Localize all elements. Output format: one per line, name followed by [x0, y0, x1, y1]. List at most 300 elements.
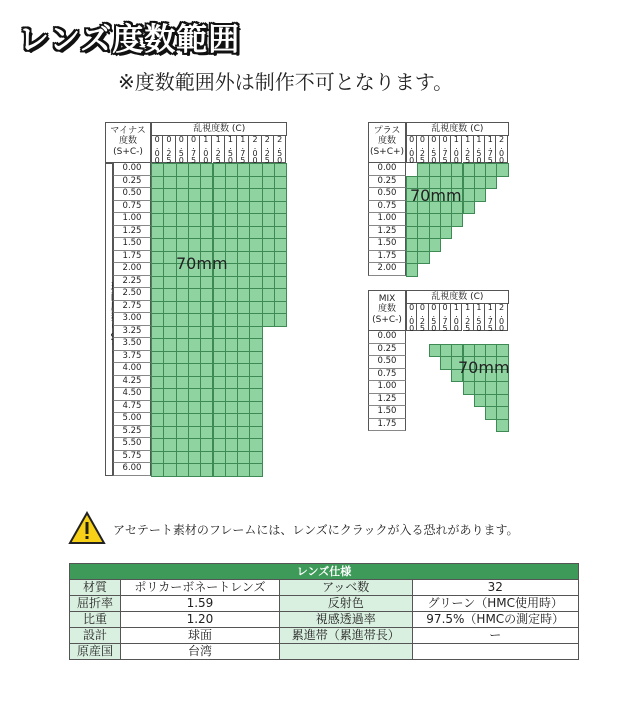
available-cell	[213, 363, 226, 377]
available-cell	[496, 406, 508, 420]
available-cell	[237, 263, 250, 277]
available-cell	[176, 326, 189, 340]
available-cell	[200, 376, 213, 390]
row-header: 1.00	[368, 213, 406, 226]
available-cell	[249, 313, 262, 327]
available-cell	[176, 388, 189, 402]
available-cell	[213, 288, 226, 302]
spec-heading: レンズ仕様	[70, 564, 579, 580]
available-cell	[249, 426, 262, 440]
row-header: 5.00	[113, 413, 151, 426]
available-cell	[151, 438, 164, 452]
spec-label: 設計	[70, 628, 121, 644]
available-cell	[188, 238, 201, 252]
available-cell	[188, 301, 201, 315]
column-header: 0.25	[417, 302, 427, 331]
column-header: 0.75	[440, 134, 450, 163]
row-header: 5.25	[113, 426, 151, 439]
available-cell	[213, 276, 226, 290]
spec-label: 材質	[70, 580, 121, 596]
available-cell	[225, 238, 238, 252]
available-cell	[274, 201, 287, 215]
available-cell	[163, 326, 176, 340]
available-cell	[200, 226, 213, 240]
available-cell	[151, 413, 164, 427]
available-cell	[200, 451, 213, 465]
available-cell	[237, 438, 250, 452]
available-cell	[249, 251, 262, 265]
available-cell	[274, 226, 287, 240]
available-cell	[163, 376, 176, 390]
astig-header: 乱視度数 (C)	[406, 290, 509, 304]
available-cell	[151, 463, 164, 477]
available-cell	[163, 188, 176, 202]
available-cell	[213, 451, 226, 465]
available-cell	[188, 376, 201, 390]
available-cell	[188, 388, 201, 402]
available-cell	[249, 226, 262, 240]
available-cell	[249, 301, 262, 315]
available-cell	[176, 351, 189, 365]
available-cell	[188, 176, 201, 190]
available-cell	[200, 276, 213, 290]
table-row	[70, 596, 579, 612]
available-cell	[274, 301, 287, 315]
row-header: 0.75	[368, 369, 406, 382]
available-cell	[237, 351, 250, 365]
row-header: 3.00	[113, 313, 151, 326]
available-cell	[200, 401, 213, 415]
column-header: 1.50	[474, 134, 484, 163]
available-cell	[262, 288, 275, 302]
available-cell	[225, 401, 238, 415]
row-header: 0.25	[368, 344, 406, 357]
available-cell	[237, 238, 250, 252]
available-cell	[151, 351, 164, 365]
available-cell	[213, 413, 226, 427]
available-cell	[151, 426, 164, 440]
available-cell	[225, 301, 238, 315]
available-cell	[151, 238, 164, 252]
available-cell	[163, 213, 176, 227]
column-header: 1.75	[485, 134, 495, 163]
spec-value: 台湾	[121, 644, 280, 660]
available-cell	[225, 426, 238, 440]
available-cell	[188, 338, 201, 352]
available-cell	[163, 401, 176, 415]
available-cell	[262, 176, 275, 190]
available-cell	[496, 163, 508, 177]
column-header: 0.00	[407, 302, 417, 331]
available-cell	[237, 413, 250, 427]
available-cell	[225, 226, 238, 240]
row-header: 1.75	[368, 419, 406, 432]
available-cell	[163, 313, 176, 327]
available-cell	[176, 276, 189, 290]
row-header: 4.25	[113, 376, 151, 389]
corner-line: (S+C-)	[113, 146, 143, 157]
corner-line: MIX	[378, 294, 396, 304]
spec-value: ー	[412, 628, 579, 644]
column-header: 2.25	[262, 135, 274, 163]
available-cell	[176, 188, 189, 202]
available-cell	[262, 263, 275, 277]
available-cell	[200, 176, 213, 190]
available-cell	[200, 426, 213, 440]
available-cell	[151, 288, 164, 302]
available-cell	[274, 188, 287, 202]
available-cell	[225, 326, 238, 340]
available-cell	[188, 276, 201, 290]
available-cell	[237, 176, 250, 190]
available-cell	[225, 451, 238, 465]
available-cell	[151, 326, 164, 340]
available-cell	[249, 351, 262, 365]
corner-line: (S+C-)	[372, 314, 402, 325]
available-cell	[151, 213, 164, 227]
row-header: 1.25	[113, 226, 151, 239]
spec-value: 1.20	[121, 612, 280, 628]
row-header: 5.50	[113, 438, 151, 451]
available-cell	[176, 176, 189, 190]
available-cell	[249, 176, 262, 190]
available-cell	[151, 201, 164, 215]
available-cell	[151, 301, 164, 315]
available-cell	[151, 188, 164, 202]
corner-line: マイナス	[110, 126, 146, 136]
available-cell	[213, 463, 226, 477]
available-cell	[249, 463, 262, 477]
available-cell	[262, 313, 275, 327]
available-cell	[262, 213, 275, 227]
available-cell	[200, 463, 213, 477]
row-header: 1.25	[368, 226, 406, 239]
available-cell	[151, 376, 164, 390]
available-cell	[237, 388, 250, 402]
available-cell	[176, 201, 189, 215]
available-cell	[151, 338, 164, 352]
available-cell	[163, 463, 176, 477]
row-header: 2.25	[113, 276, 151, 289]
available-cell	[451, 213, 463, 227]
available-cell	[213, 388, 226, 402]
available-cell	[176, 313, 189, 327]
corner-line: 度数	[377, 136, 396, 147]
available-cell	[274, 276, 287, 290]
available-cell	[225, 338, 238, 352]
column-header: 0.25	[417, 134, 427, 163]
column-header: 0.75	[440, 302, 450, 331]
available-cell	[151, 163, 164, 177]
available-cell	[237, 276, 250, 290]
row-header: 0.25	[368, 176, 406, 189]
available-cell	[237, 288, 250, 302]
available-cell	[249, 451, 262, 465]
range-label: 70mm	[410, 186, 462, 205]
spec-value	[412, 644, 579, 660]
available-cell	[237, 376, 250, 390]
available-cell	[249, 401, 262, 415]
available-cell	[213, 351, 226, 365]
available-cell	[176, 238, 189, 252]
range-label: 70mm	[176, 254, 228, 273]
available-cell	[225, 288, 238, 302]
available-cell	[249, 363, 262, 377]
available-cell	[151, 226, 164, 240]
available-cell	[188, 351, 201, 365]
available-cell	[188, 213, 201, 227]
corner-line: 度数	[118, 136, 137, 147]
available-cell	[163, 363, 176, 377]
available-cell	[213, 176, 226, 190]
available-cell	[200, 413, 213, 427]
available-cell	[262, 226, 275, 240]
available-cell	[188, 226, 201, 240]
column-header: 1.25	[463, 134, 473, 163]
available-cell	[188, 413, 201, 427]
available-cell	[163, 176, 176, 190]
crack-warning: アセテート素材のフレームには、レンズにクラックが入る恐れがあります。	[113, 523, 519, 537]
available-cell	[200, 238, 213, 252]
spec-label: 比重	[70, 612, 121, 628]
spec-value: 97.5%（HMCの測定時）	[412, 612, 579, 628]
available-cell	[200, 188, 213, 202]
table-row	[70, 612, 579, 628]
available-cell	[274, 163, 287, 177]
available-cell	[200, 363, 213, 377]
available-cell	[188, 438, 201, 452]
available-cell	[213, 301, 226, 315]
row-header: 6.00	[113, 463, 151, 476]
available-cell	[213, 338, 226, 352]
available-cell	[213, 426, 226, 440]
available-cell	[406, 263, 418, 277]
available-cell	[237, 201, 250, 215]
available-cell	[176, 338, 189, 352]
available-cell	[176, 363, 189, 377]
available-cell	[163, 338, 176, 352]
available-cell	[237, 313, 250, 327]
column-header: 1.50	[474, 302, 484, 331]
grid-corner-label	[368, 290, 406, 331]
available-cell	[188, 451, 201, 465]
corner-line: (S+C+)	[369, 146, 405, 157]
astig-header: 乱視度数 (C)	[406, 122, 509, 136]
available-cell	[496, 419, 508, 433]
available-cell	[163, 251, 176, 265]
row-header: 0.25	[113, 176, 151, 189]
corner-line: 度数	[377, 304, 396, 315]
available-cell	[249, 413, 262, 427]
available-cell	[249, 238, 262, 252]
available-cell	[200, 326, 213, 340]
column-header: 1.25	[213, 135, 225, 163]
spec-value: ポリカーボネートレンズ	[121, 580, 280, 596]
available-cell	[188, 188, 201, 202]
available-cell	[262, 276, 275, 290]
available-cell	[262, 201, 275, 215]
available-cell	[225, 201, 238, 215]
available-cell	[176, 438, 189, 452]
row-header: 5.75	[113, 451, 151, 464]
available-cell	[176, 463, 189, 477]
available-cell	[274, 238, 287, 252]
row-header: 1.75	[113, 251, 151, 264]
available-cell	[200, 313, 213, 327]
available-cell	[225, 176, 238, 190]
available-cell	[249, 388, 262, 402]
available-cell	[188, 426, 201, 440]
available-cell	[163, 351, 176, 365]
available-cell	[176, 163, 189, 177]
available-cell	[213, 376, 226, 390]
table-row	[70, 644, 579, 660]
available-cell	[176, 301, 189, 315]
column-header: 1.25	[463, 302, 473, 331]
available-cell	[237, 363, 250, 377]
row-header: 4.75	[113, 401, 151, 414]
row-header: 0.50	[368, 356, 406, 369]
available-cell	[225, 213, 238, 227]
spec-label: 屈折率	[70, 596, 121, 612]
column-header: 1.50	[225, 135, 237, 163]
available-cell	[176, 401, 189, 415]
available-cell	[163, 163, 176, 177]
available-cell	[496, 344, 508, 358]
range-notice: ※度数範囲外は制作不可となります。	[118, 70, 454, 94]
row-header: 0.50	[113, 188, 151, 201]
row-header: 1.50	[113, 238, 151, 251]
available-cell	[176, 213, 189, 227]
warning-icon	[68, 511, 106, 545]
available-cell	[151, 263, 164, 277]
available-cell	[163, 451, 176, 465]
available-cell	[237, 213, 250, 227]
column-header: 1.75	[485, 302, 495, 331]
available-cell	[496, 381, 508, 395]
available-cell	[200, 213, 213, 227]
column-header: 0.50	[429, 134, 439, 163]
range-label: 70mm	[458, 358, 510, 377]
row-header: 2.50	[113, 288, 151, 301]
available-cell	[176, 451, 189, 465]
available-cell	[274, 213, 287, 227]
row-header: 1.00	[113, 213, 151, 226]
column-header: 1.00	[200, 135, 212, 163]
available-cell	[274, 251, 287, 265]
available-cell	[213, 226, 226, 240]
available-cell	[188, 201, 201, 215]
available-cell	[440, 226, 452, 240]
column-header: 0.00	[407, 134, 417, 163]
spec-label: アッベ数	[279, 580, 412, 596]
available-cell	[213, 163, 226, 177]
row-header: 3.50	[113, 338, 151, 351]
spec-value: 球面	[121, 628, 280, 644]
row-header: 3.25	[113, 326, 151, 339]
available-cell	[163, 238, 176, 252]
available-cell	[249, 326, 262, 340]
column-header: 1.75	[237, 135, 249, 163]
column-header: 2.00	[497, 134, 507, 163]
available-cell	[200, 388, 213, 402]
available-cell	[429, 238, 441, 252]
available-cell	[176, 376, 189, 390]
row-header: 4.00	[113, 363, 151, 376]
spec-label: 反射色	[279, 596, 412, 612]
available-cell	[163, 388, 176, 402]
available-cell	[163, 426, 176, 440]
available-cell	[474, 188, 486, 202]
row-header: 0.75	[113, 201, 151, 214]
available-cell	[463, 201, 475, 215]
available-cell	[237, 251, 250, 265]
available-cell	[176, 426, 189, 440]
lens-spec-table	[69, 563, 579, 660]
available-cell	[188, 288, 201, 302]
available-cell	[200, 301, 213, 315]
row-header: 1.00	[368, 381, 406, 394]
available-cell	[249, 438, 262, 452]
row-header: 1.25	[368, 394, 406, 407]
available-cell	[151, 401, 164, 415]
available-cell	[225, 313, 238, 327]
column-header: 2.00	[249, 135, 261, 163]
available-cell	[188, 313, 201, 327]
available-cell	[237, 301, 250, 315]
spec-value: 32	[412, 580, 579, 596]
available-cell	[496, 394, 508, 408]
available-cell	[249, 338, 262, 352]
row-header: 0.75	[368, 201, 406, 214]
row-header: 1.75	[368, 251, 406, 264]
available-cell	[225, 351, 238, 365]
available-cell	[200, 288, 213, 302]
row-header: 0.50	[368, 188, 406, 201]
available-cell	[274, 176, 287, 190]
available-cell	[225, 363, 238, 377]
row-header: 2.00	[368, 263, 406, 276]
available-cell	[213, 438, 226, 452]
available-cell	[262, 188, 275, 202]
available-cell	[262, 163, 275, 177]
available-cell	[274, 313, 287, 327]
available-cell	[188, 463, 201, 477]
column-header: 0.00	[152, 134, 162, 163]
available-cell	[163, 288, 176, 302]
row-header: 0.00	[368, 163, 406, 176]
available-cell	[176, 413, 189, 427]
available-cell	[200, 351, 213, 365]
column-header: 1.00	[451, 134, 461, 163]
available-cell	[200, 201, 213, 215]
row-header: 4.50	[113, 388, 151, 401]
table-row	[70, 628, 579, 644]
available-cell	[249, 163, 262, 177]
grid-corner-label	[368, 122, 406, 163]
available-cell	[151, 388, 164, 402]
available-cell	[151, 251, 164, 265]
available-cell	[237, 326, 250, 340]
available-cell	[225, 438, 238, 452]
column-header: 1.00	[451, 302, 461, 331]
available-cell	[213, 238, 226, 252]
astig-header: 乱視度数 (C)	[151, 122, 287, 136]
available-cell	[176, 226, 189, 240]
available-cell	[188, 401, 201, 415]
available-cell	[151, 176, 164, 190]
available-cell	[274, 288, 287, 302]
